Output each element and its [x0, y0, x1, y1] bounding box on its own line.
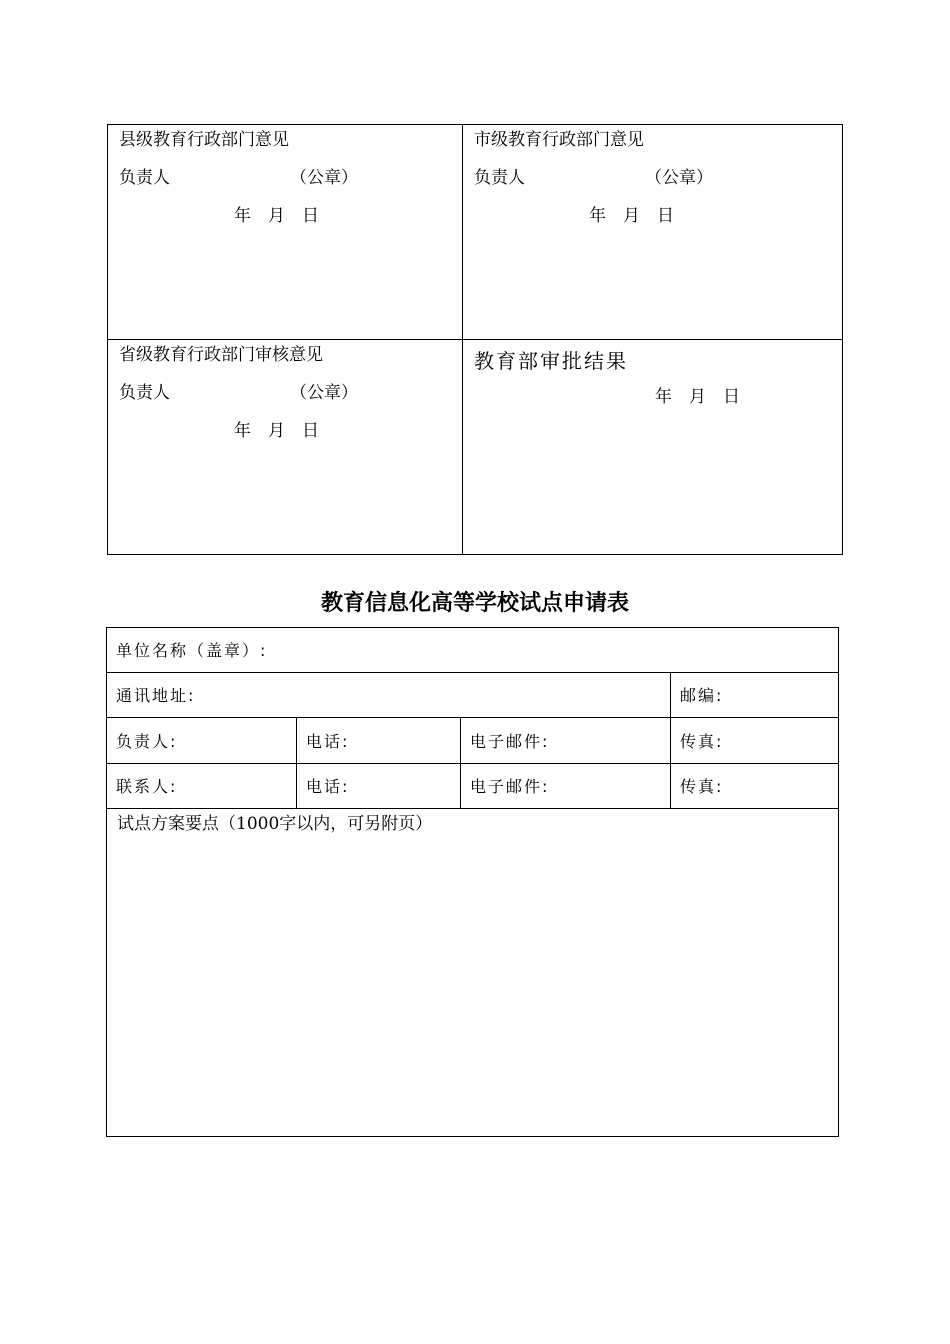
application-form-table [106, 627, 839, 1137]
contact-fax-field[interactable]: 传真: [680, 777, 724, 796]
form-row-line-1 [106, 672, 839, 673]
city-seal-label: （公章） [645, 168, 713, 188]
province-responsible-label: 负责人 [119, 383, 170, 403]
province-opinion-heading: 省级教育行政部门审核意见 [119, 345, 323, 365]
form-col-line-email [460, 717, 461, 808]
county-seal-label: （公章） [290, 168, 358, 188]
form-title: 教育信息化高等学校试点申请表 [320, 591, 629, 616]
form-row-line-3 [106, 763, 839, 764]
province-seal-label: （公章） [290, 383, 358, 403]
province-date-label: 年 月 日 [234, 421, 319, 441]
opinion-table-divider-h [107, 339, 843, 340]
form-row-line-2 [106, 717, 839, 718]
responsible-email-field[interactable]: 电子邮件: [470, 732, 550, 751]
responsible-field[interactable]: 负责人: [116, 732, 178, 751]
county-opinion-heading: 县级教育行政部门意见 [119, 130, 289, 150]
responsible-phone-field[interactable]: 电话: [306, 732, 350, 751]
form-col-line-postcode [670, 672, 671, 808]
address-field[interactable]: 通讯地址: [116, 686, 196, 705]
county-date-label: 年 月 日 [234, 206, 319, 226]
form-col-line-phone [296, 717, 297, 808]
ministry-result-heading: 教育部审批结果 [474, 349, 628, 373]
unit-name-field[interactable]: 单位名称（盖章）: [116, 641, 268, 660]
contact-phone-field[interactable]: 电话: [306, 777, 350, 796]
contact-field[interactable]: 联系人: [116, 777, 178, 796]
ministry-date-label: 年 月 日 [655, 387, 740, 407]
postcode-field[interactable]: 邮编: [680, 686, 724, 705]
city-opinion-heading: 市级教育行政部门意见 [474, 130, 644, 150]
contact-email-field[interactable]: 电子邮件: [470, 777, 550, 796]
plan-summary-field[interactable]: 试点方案要点（1000字以内，可另附页） [117, 814, 433, 834]
city-date-label: 年 月 日 [589, 206, 674, 226]
city-responsible-label: 负责人 [474, 168, 525, 188]
form-row-line-4 [106, 808, 839, 809]
responsible-fax-field[interactable]: 传真: [680, 732, 724, 751]
county-responsible-label: 负责人 [119, 168, 170, 188]
